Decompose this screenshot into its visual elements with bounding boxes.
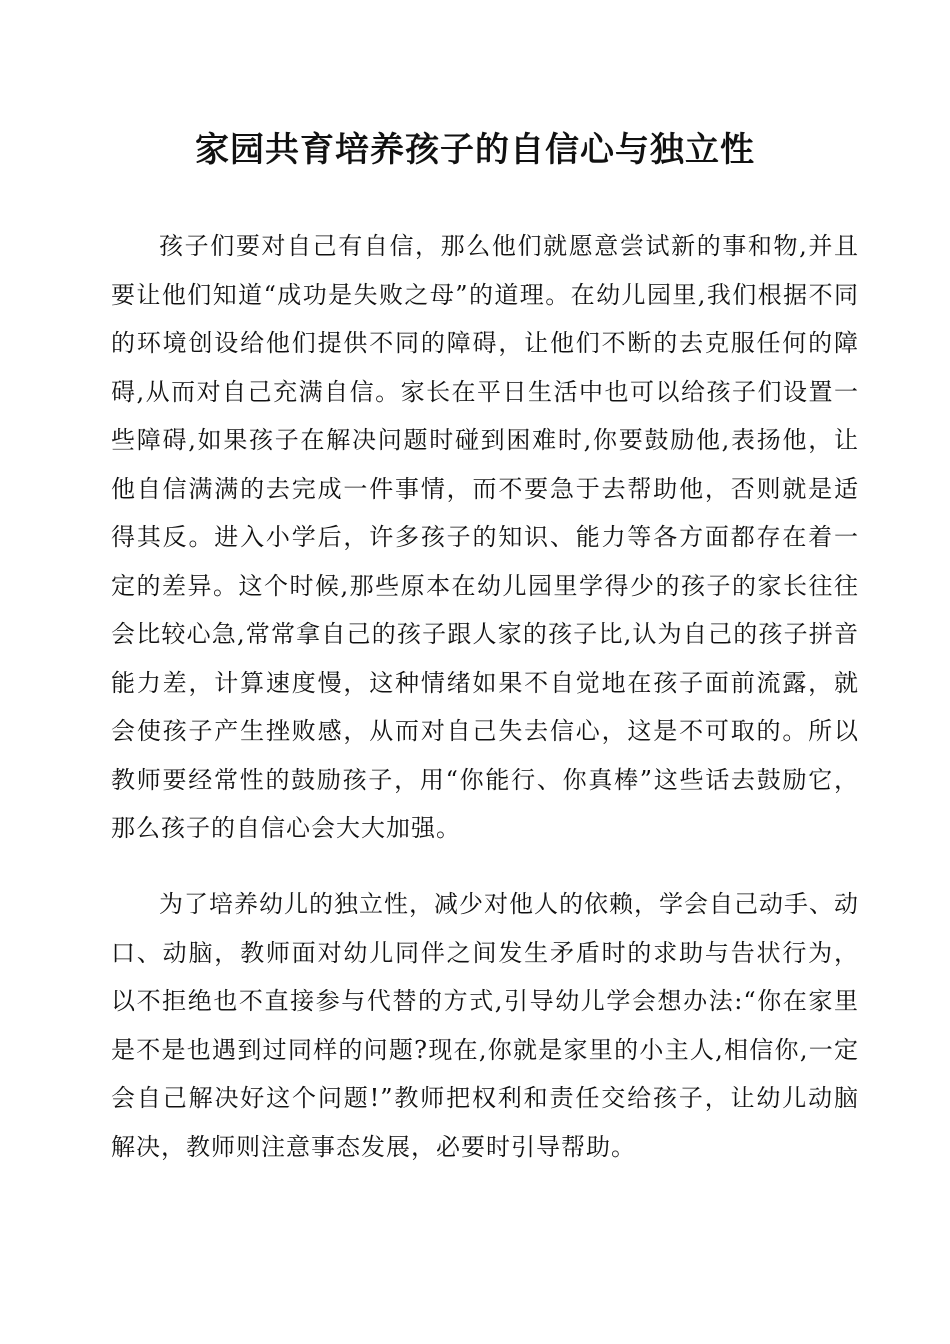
document-title: 家园共育培养孩子的自信心与独立性 (195, 130, 755, 170)
body-paragraph-2: 为了培养幼儿的独立性，减少对他人的依赖，学会自己动手、动口、动脑，教师面对幼儿同伴之间发生矛盾时的求助与告状行为，以不拒绝也不直接参与代替的方式,引导幼儿学会想办法:“你在家里是不是也遇到过同样的问题?现在,你就是家里的小主人,相信你,一定会自己解决好这个问题!”教师把权利和责任交给孩子，让幼儿动脑解决，教师则注意事态发展，必要时引导帮助。 (111, 890, 859, 1161)
body-paragraph-1: 孩子们要对自己有自信，那么他们就愿意尝试新的事和物,并且要让他们知道“成功是失败之母”的道理。在幼儿园里,我们根据不同的环境创设给他们提供不同的障碍，让他们不断的去克服任何的障碍,从而对自己充满自信。家长在平日生活中也可以给孩子们设置一些障碍,如果孩子在解决问题时碰到困难时,你要鼓励他,表扬他，让他自信满满的去完成一件事情，而不要急于去帮助他，否则就是适得其反。进入小学后，许多孩子的知识、能力等各方面都存在着一定的差异。这个时候,那些原本在幼儿园里学得少的孩子的家长往往会比较心急,常常拿自己的孩子跟人家的孩子比,认为自己的孩子拼音能力差，计算速度慢，这种情绪如果不自觉地在孩子面前流露，就会使孩子产生挫败感，从而对自己失去信心，这是不可取的。所以教师要经常性的鼓励孩子，用“你能行、你真棒”这些话去鼓励它，那么孩子的自信心会大大加强。 (111, 232, 859, 842)
